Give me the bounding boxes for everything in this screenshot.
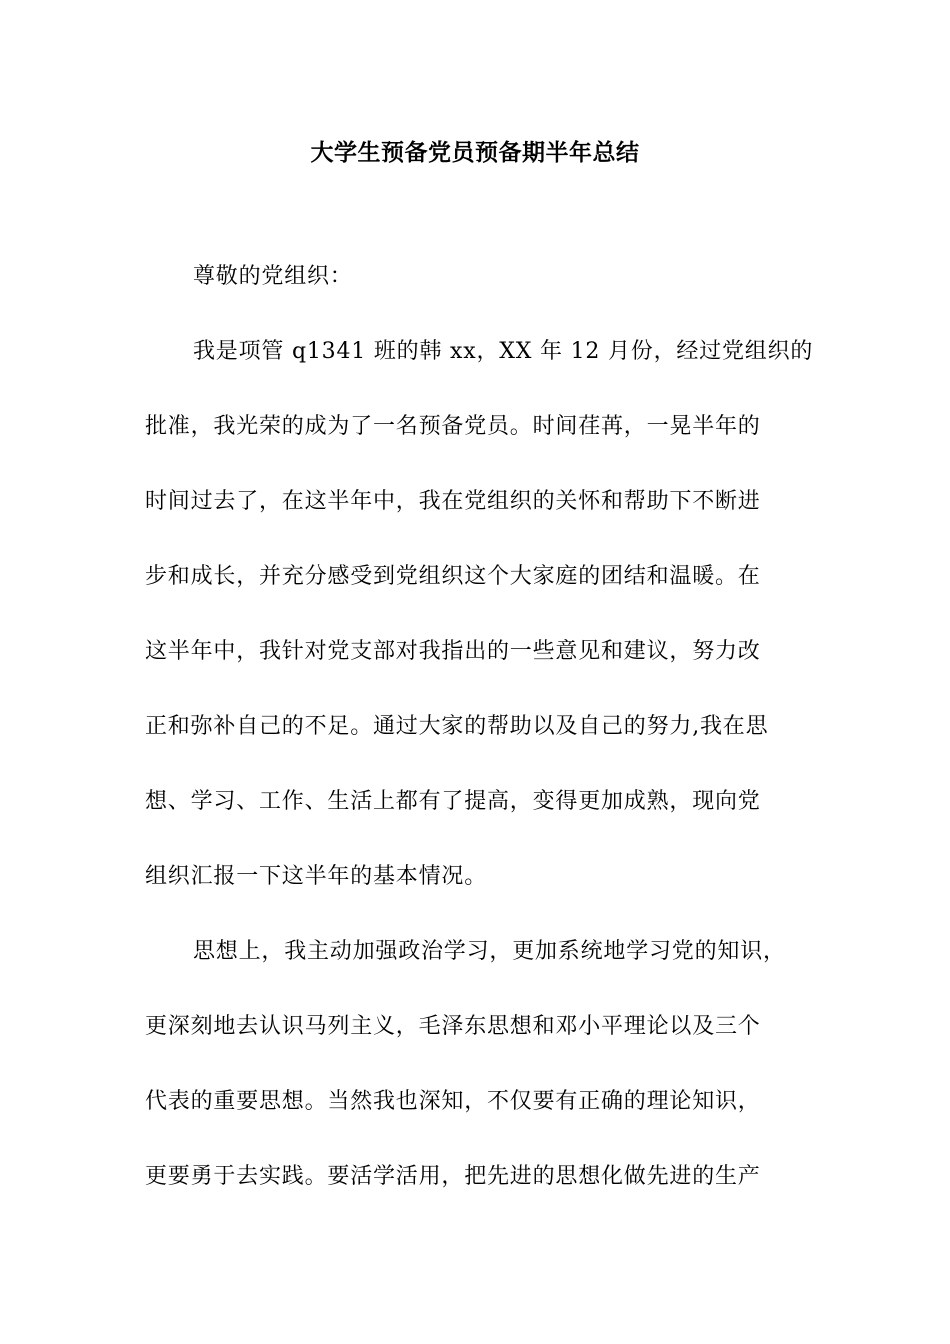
paragraph-line: 时间过去了，在这半年中，我在党组织的关怀和帮助下不断进 — [145, 489, 761, 514]
salutation: 尊敬的党组织： — [193, 264, 353, 289]
paragraph-line: 代表的重要思想。当然我也深知，不仅要有正确的理论知识， — [145, 1089, 761, 1114]
paragraph-line: 步和成长，并充分感受到党组织这个大家庭的团结和温暖。在 — [145, 564, 761, 589]
paragraph-line: 更要勇于去实践。要活学活用，把先进的思想化做先进的生产 — [145, 1164, 761, 1189]
paragraph-line: 组织汇报一下这半年的基本情况。 — [145, 864, 488, 889]
paragraph-line: 想、学习、工作、生活上都有了提高，变得更加成熟，现向党 — [145, 789, 761, 814]
paragraph-line: 这半年中，我针对党支部对我指出的一些意见和建议，努力改 — [145, 639, 761, 664]
paragraph-line: 正和弥补自己的不足。通过大家的帮助以及自己的努力,我在思 — [145, 714, 769, 739]
paragraph-line: 批准，我光荣的成为了一名预备党员。时间荏苒，一晃半年的 — [145, 414, 761, 439]
document-title: 大学生预备党员预备期半年总结 — [310, 140, 640, 166]
paragraph-line: 更深刻地去认识马列主义，毛泽东思想和邓小平理论以及三个 — [145, 1014, 761, 1039]
paragraph-line: 思想上，我主动加强政治学习，更加系统地学习党的知识， — [193, 939, 786, 964]
paragraph-line: 我是项管 q1341 班的韩 xx，XX 年 12 月份，经过党组织的 — [193, 339, 814, 364]
